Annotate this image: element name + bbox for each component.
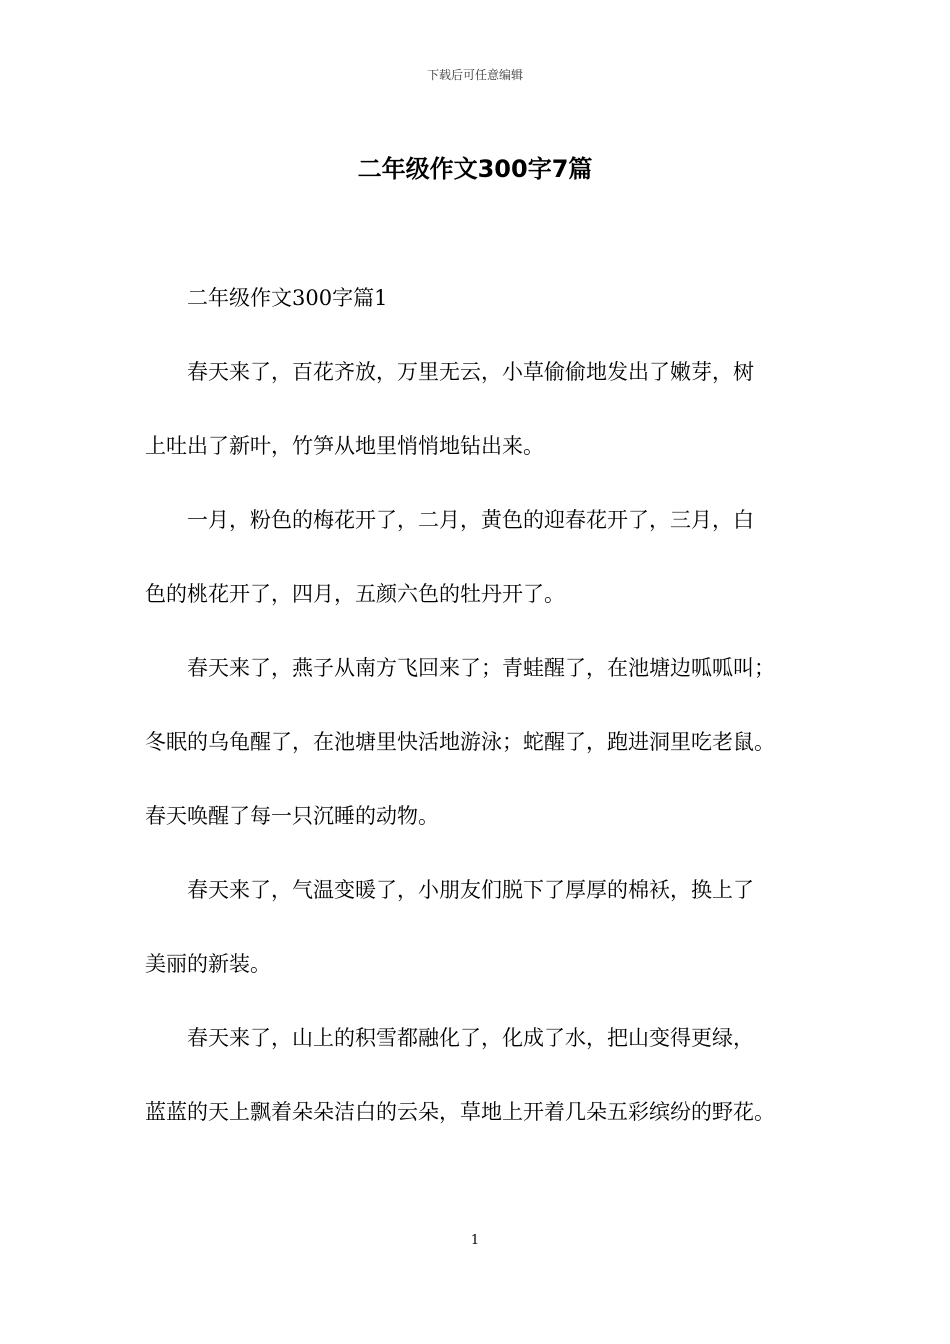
text-line: 春天来了，气温变暖了，小朋友们脱下了厚厚的棉袄，换上了	[187, 878, 754, 902]
text-line: 春天来了，山上的积雪都融化了，化成了水，把山变得更绿，	[187, 1026, 754, 1050]
section-heading	[145, 280, 813, 317]
text-line: 一月，粉色的梅花开了，二月，黄色的迎春花开了，三月，白	[187, 508, 754, 532]
paragraph	[145, 650, 813, 835]
page-number: 1	[470, 1233, 480, 1248]
text-line: 二年级作文300字篇1	[187, 286, 388, 310]
text-line: 美丽的新装。	[145, 952, 271, 976]
text-line: 春天来了，百花齐放，万里无云，小草偷偷地发出了嫩芽，树	[187, 360, 754, 384]
paragraph	[145, 872, 813, 983]
text-line: 上吐出了新叶，竹笋从地里悄悄地钻出来。	[145, 434, 544, 458]
text-line: 蓝蓝的天上飘着朵朵洁白的云朵，草地上开着几朵五彩缤纷的野花。	[145, 1100, 775, 1124]
text-line: 色的桃花开了，四月，五颜六色的牡丹开了。	[145, 582, 565, 606]
text-line: 春天唤醒了每一只沉睡的动物。	[145, 804, 439, 828]
paragraph	[145, 1020, 813, 1131]
page-header-note: 下载后可任意编辑	[426, 68, 523, 82]
document-title: 二年级作文300字7篇	[357, 155, 593, 183]
text-line: 冬眠的乌龟醒了，在池塘里快活地游泳；蛇醒了，跑进洞里吃老鼠。	[145, 730, 775, 754]
document-body	[145, 280, 813, 1131]
paragraph	[145, 354, 813, 465]
text-line: 春天来了，燕子从南方飞回来了；青蛙醒了，在池塘边呱呱叫；	[187, 656, 775, 680]
paragraph	[145, 502, 813, 613]
